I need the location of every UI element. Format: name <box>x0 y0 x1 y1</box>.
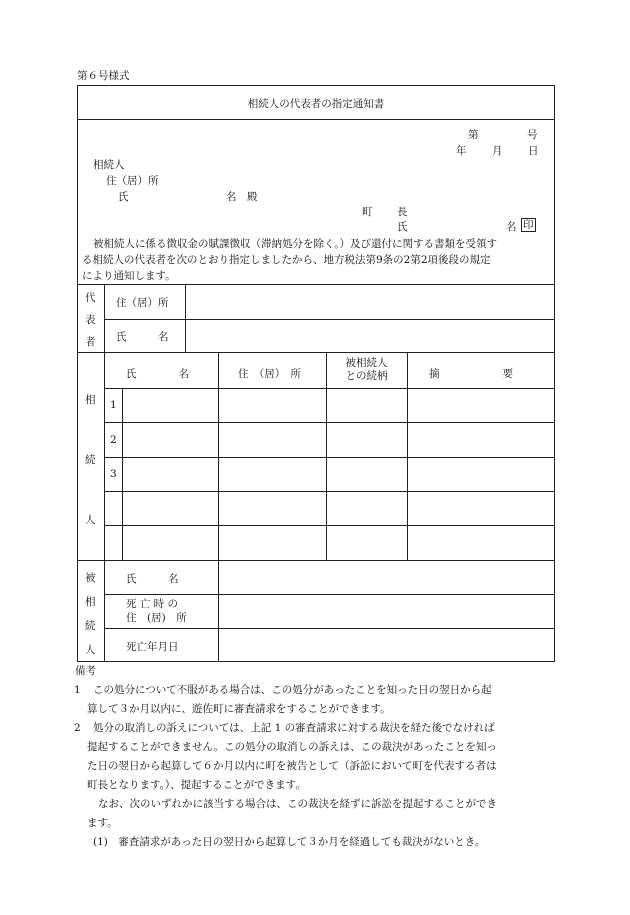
deceased-row-divider-1 <box>104 594 555 595</box>
date-month: 月 <box>492 145 503 157</box>
sender-name-left: 氏 <box>397 221 408 233</box>
heirs-header-divider <box>104 388 555 389</box>
heirs-col-divider <box>104 352 105 560</box>
recipient-name-label: 氏 <box>118 191 129 203</box>
note-2-line2: 提起することができません。この処分の取消しの訴えは、この裁決があったことを知っ <box>87 741 498 753</box>
deceased-address-line1: 死 亡 時 の <box>126 598 179 610</box>
recipient-label: 相続人 <box>93 159 125 171</box>
rep-label-divider <box>185 284 186 352</box>
heirs-col-summary: 摘 要 <box>429 368 513 380</box>
body-line-1: 被相続人に係る徴収金の賦課徴収（滞納処分を除く。）及び還付に関する書類を受領す <box>93 238 498 250</box>
notes-heading: 備考 <box>75 665 96 677</box>
deceased-death-date-label: 死亡年月日 <box>126 641 179 653</box>
heirs-row-divider-3 <box>104 491 555 492</box>
note-2-line3: た日の翌日から起算して６か月以内に町を被告として（訴訟において町を代表する者は <box>87 760 497 772</box>
rep-char-1: 代 <box>85 292 96 304</box>
number-label: 第 <box>468 129 479 141</box>
rep-name-label: 氏 名 <box>116 331 169 343</box>
heirs-num-divider <box>122 388 123 560</box>
notes-section <box>75 662 560 852</box>
rep-col-divider <box>104 284 105 352</box>
note-1-number: 1 <box>74 684 81 696</box>
note-2 <box>75 719 560 738</box>
deceased-char-3: 続 <box>85 620 96 632</box>
heirs-char-2: 続 <box>85 454 96 466</box>
heirs-relation-divider <box>407 352 408 560</box>
form-number: 第６号様式 <box>77 70 130 82</box>
heirs-col-relation-line2: との続柄 <box>345 370 388 382</box>
note-2-sub1: (1) 審査請求があった日の翌日から起算して３か月を経過しても裁決がないとき。 <box>93 836 486 848</box>
heirs-col-address: 住 （居） 所 <box>238 368 301 380</box>
seal-icon: 印 <box>523 219 534 231</box>
heirs-address-divider <box>326 352 327 560</box>
heirs-col-relation <box>326 357 407 383</box>
sender-title-right: 長 <box>397 206 408 218</box>
number-suffix: 号 <box>527 129 538 141</box>
deceased-char-2: 相 <box>85 596 96 608</box>
deceased-char-4: 人 <box>85 644 96 656</box>
deceased-row-divider-2 <box>104 628 555 629</box>
heirs-name-divider <box>218 352 219 560</box>
rep-row-divider <box>104 319 555 320</box>
deceased-label-divider <box>218 560 219 662</box>
body-line-2: る相続人の代表者を次のとおり指定しましたから、地方税法第9条の2第2項後段の規定 <box>82 254 491 266</box>
header-divider <box>77 284 555 285</box>
sender-title-left: 町 <box>362 206 373 218</box>
date-day: 日 <box>528 145 539 157</box>
heirs-row-divider-2 <box>104 457 555 458</box>
sender-name-right: 名 <box>506 221 517 233</box>
deceased-address-label <box>126 597 187 625</box>
deceased-char-1: 被 <box>85 572 96 584</box>
heirs-row-divider-1 <box>104 422 555 423</box>
heir-row-number-1: 1 <box>110 399 117 411</box>
date-year: 年 <box>456 145 467 157</box>
note-2-line5: なお、次のいずれかに該当する場合は、この裁決を経ずに訴訟を提起することができ <box>98 798 497 810</box>
heir-row-number-3: 3 <box>110 468 117 480</box>
body-line-3: により通知します。 <box>82 270 176 282</box>
note-1-line2: 算して３か月以内に、遊佐町に審査請求をすることができます。 <box>87 703 391 715</box>
rep-char-3: 者 <box>85 336 96 348</box>
note-2-line4: 町長となります。）、提起することができます。 <box>87 779 306 791</box>
rep-bottom-divider <box>77 352 555 353</box>
document-title: 相続人の代表者の指定通知書 <box>247 98 385 110</box>
note-2-line1: 処分の取消しの訴えについては、上記 1 の審査請求に対する裁決を経た後でなければ <box>93 722 495 734</box>
note-2-number: 2 <box>74 722 81 734</box>
note-2-line6: ます。 <box>87 817 118 829</box>
rep-address-label: 住（居）所 <box>116 297 169 309</box>
heirs-row-divider-4 <box>104 525 555 526</box>
recipient-name-suffix: 名 殿 <box>226 191 258 203</box>
deceased-col-divider <box>104 560 105 662</box>
deceased-address-line2: 住 (居) 所 <box>126 612 187 624</box>
deceased-name-label: 氏 名 <box>126 573 179 585</box>
rep-char-2: 表 <box>85 314 96 326</box>
heirs-col-name: 氏 名 <box>126 368 189 380</box>
recipient-address-label: 住（居）所 <box>106 175 159 187</box>
seal-mark <box>521 218 536 232</box>
note-1-line1: この処分について不服がある場合は、この処分があったことを知った日の翌日から起 <box>93 684 492 696</box>
heirs-bottom-divider <box>77 560 555 561</box>
heirs-char-3: 人 <box>85 514 96 526</box>
heirs-char-1: 相 <box>85 394 96 406</box>
heir-row-number-2: 2 <box>110 434 117 446</box>
title-divider <box>77 119 555 120</box>
heirs-col-relation-line1: 被相続人 <box>345 357 388 369</box>
note-1 <box>75 681 560 700</box>
